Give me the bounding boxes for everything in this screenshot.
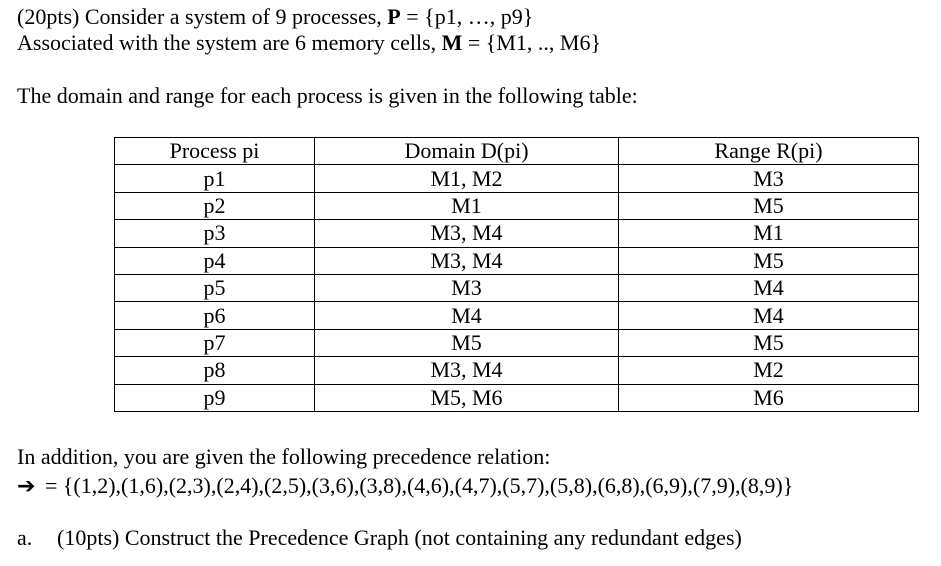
process-cell: p1 xyxy=(115,165,315,192)
domain-cell: M5 xyxy=(315,329,619,356)
precedence-relation-line xyxy=(17,473,793,500)
process-cell: p8 xyxy=(115,357,315,384)
table-row xyxy=(115,384,919,411)
range-cell: M4 xyxy=(619,302,919,329)
domain-cell: M1 xyxy=(315,192,619,219)
process-cell: p4 xyxy=(115,247,315,274)
process-cell: p9 xyxy=(115,384,315,411)
header-process: Process pi xyxy=(115,138,315,165)
range-cell: M5 xyxy=(619,329,919,356)
right-arrow-icon: ➔ xyxy=(17,474,36,499)
domain-cell: M1, M2 xyxy=(315,165,619,192)
table-row xyxy=(115,357,919,384)
range-cell: M6 xyxy=(619,384,919,411)
range-cell: M1 xyxy=(619,220,919,247)
domain-range-table xyxy=(114,137,919,412)
table-row xyxy=(115,302,919,329)
process-cell: p3 xyxy=(115,220,315,247)
m-symbol: M xyxy=(441,30,463,55)
domain-cell: M3 xyxy=(315,274,619,301)
domain-cell: M3, M4 xyxy=(315,247,619,274)
process-cell: p5 xyxy=(115,274,315,301)
range-cell: M3 xyxy=(619,165,919,192)
table-intro-text: The domain and range for each process is given in the following table: xyxy=(17,83,638,108)
problem-statement-line-2 xyxy=(17,30,601,56)
memory-set: = {M1, .., M6} xyxy=(462,30,602,55)
header-range: Range R(pi) xyxy=(619,138,919,165)
process-cell: p6 xyxy=(115,302,315,329)
question-a-line xyxy=(17,525,742,551)
process-cell: p7 xyxy=(115,329,315,356)
process-cell: p2 xyxy=(115,192,315,219)
table-row xyxy=(115,220,919,247)
table-row xyxy=(115,192,919,219)
range-cell: M5 xyxy=(619,247,919,274)
memory-cells-text: Associated with the system are 6 memory cells, xyxy=(17,30,442,55)
table-header-row xyxy=(115,138,919,165)
header-domain: Domain D(pi) xyxy=(315,138,619,165)
range-cell: M2 xyxy=(619,357,919,384)
question-a-text: (10pts) Construct the Precedence Graph (not containing any redundant edges) xyxy=(57,525,742,550)
domain-cell: M5, M6 xyxy=(315,384,619,411)
table-row xyxy=(115,274,919,301)
range-cell: M5 xyxy=(619,192,919,219)
table-row xyxy=(115,165,919,192)
precedence-intro-text: In addition, you are given the following precedence relation: xyxy=(17,444,551,469)
points-text: (20pts) Consider a system of 9 processes, xyxy=(17,4,388,29)
problem-statement-line-1 xyxy=(17,4,533,30)
precedence-relation: = {(1,2),(1,6),(2,3),(2,4),(2,5),(3,6),(3,8),(4,6),(4,7),(5,7),(5,8),(6,8),(6,9),(7,9),(8,9)} xyxy=(39,473,794,498)
table-row xyxy=(115,329,919,356)
domain-cell: M3, M4 xyxy=(315,220,619,247)
range-cell: M4 xyxy=(619,274,919,301)
process-set: = {p1, …, p9} xyxy=(400,4,534,29)
question-a-label: a. xyxy=(17,525,33,550)
table-row xyxy=(115,247,919,274)
domain-cell: M3, M4 xyxy=(315,357,619,384)
p-symbol: P xyxy=(387,4,401,29)
domain-cell: M4 xyxy=(315,302,619,329)
